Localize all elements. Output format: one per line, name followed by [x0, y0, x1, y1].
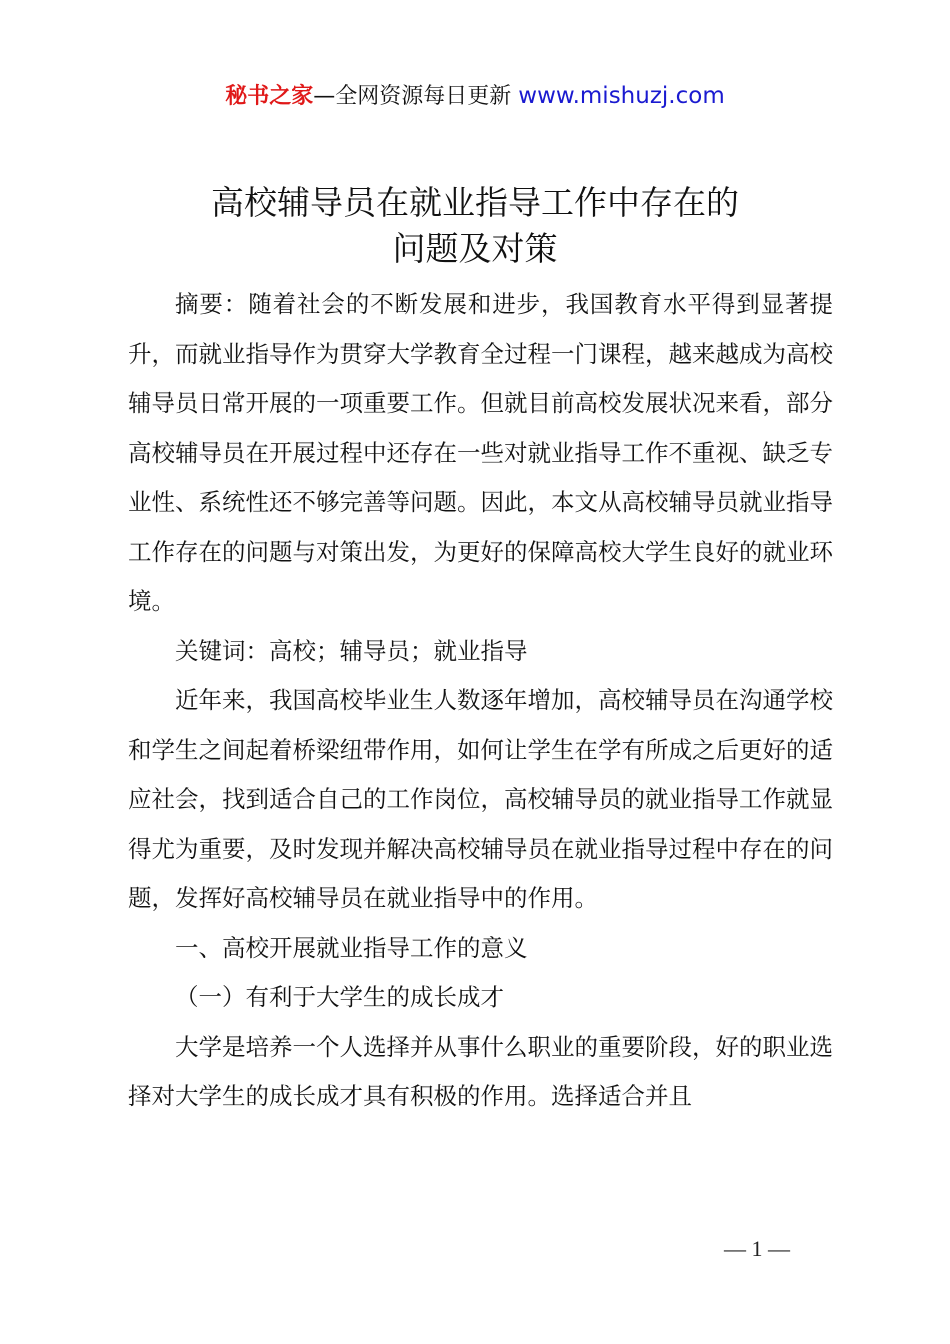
abstract-paragraph: 摘要：随着社会的不断发展和进步，我国教育水平得到显著提升，而就业指导作为贯穿大学教育全过程一门课程，越来越成为高校辅导员日常开展的一项重要工作。但就目前高校发展状况来看，部分高校辅导员在开展过程中还存在一些对就业指导工作不重视、缺乏专业性、系统性还不够完善等问题。因此，本文从高校辅导员就业指导工作存在的问题与对策出发，为更好的保障高校大学生良好的就业环境。 — [128, 290, 833, 615]
intro-paragraph: 近年来，我国高校毕业生人数逐年增加，高校辅导员在沟通学校和学生之间起着桥梁纽带作用，如何让学生在学有所成之后更好的适应社会，找到适合自己的工作岗位，高校辅导员的就业指导工作就显得尤为重要，及时发现并解决高校辅导员在就业指导过程中存在的问题，发挥好高校辅导员在就业指导中的作用。 — [128, 686, 833, 912]
document-body — [128, 280, 833, 1122]
site-tagline: —全网资源每日更新 — [313, 84, 519, 109]
site-header — [0, 80, 950, 113]
section-heading: 一、高校开展就业指导工作的意义 — [175, 933, 528, 962]
site-url-link[interactable]: www.mishuzj.com — [518, 83, 725, 109]
site-name: 秘书之家 — [225, 84, 314, 109]
title-line-1: 高校辅导员在就业指导工作中存在的 — [211, 183, 739, 222]
subsection-heading: （一）有利于大学生的成长成才 — [175, 983, 504, 1011]
document-title — [0, 180, 950, 272]
body-paragraph: 大学是培养一个人选择并从事什么职业的重要阶段，好的职业选择对大学生的成长成才具有积极的作用。选择适合并且 — [128, 1032, 833, 1110]
title-line-2: 问题及对策 — [392, 229, 558, 268]
keywords-paragraph: 关键词：高校；辅导员；就业指导 — [175, 636, 528, 665]
page-number: — 1 — — [724, 1236, 790, 1261]
